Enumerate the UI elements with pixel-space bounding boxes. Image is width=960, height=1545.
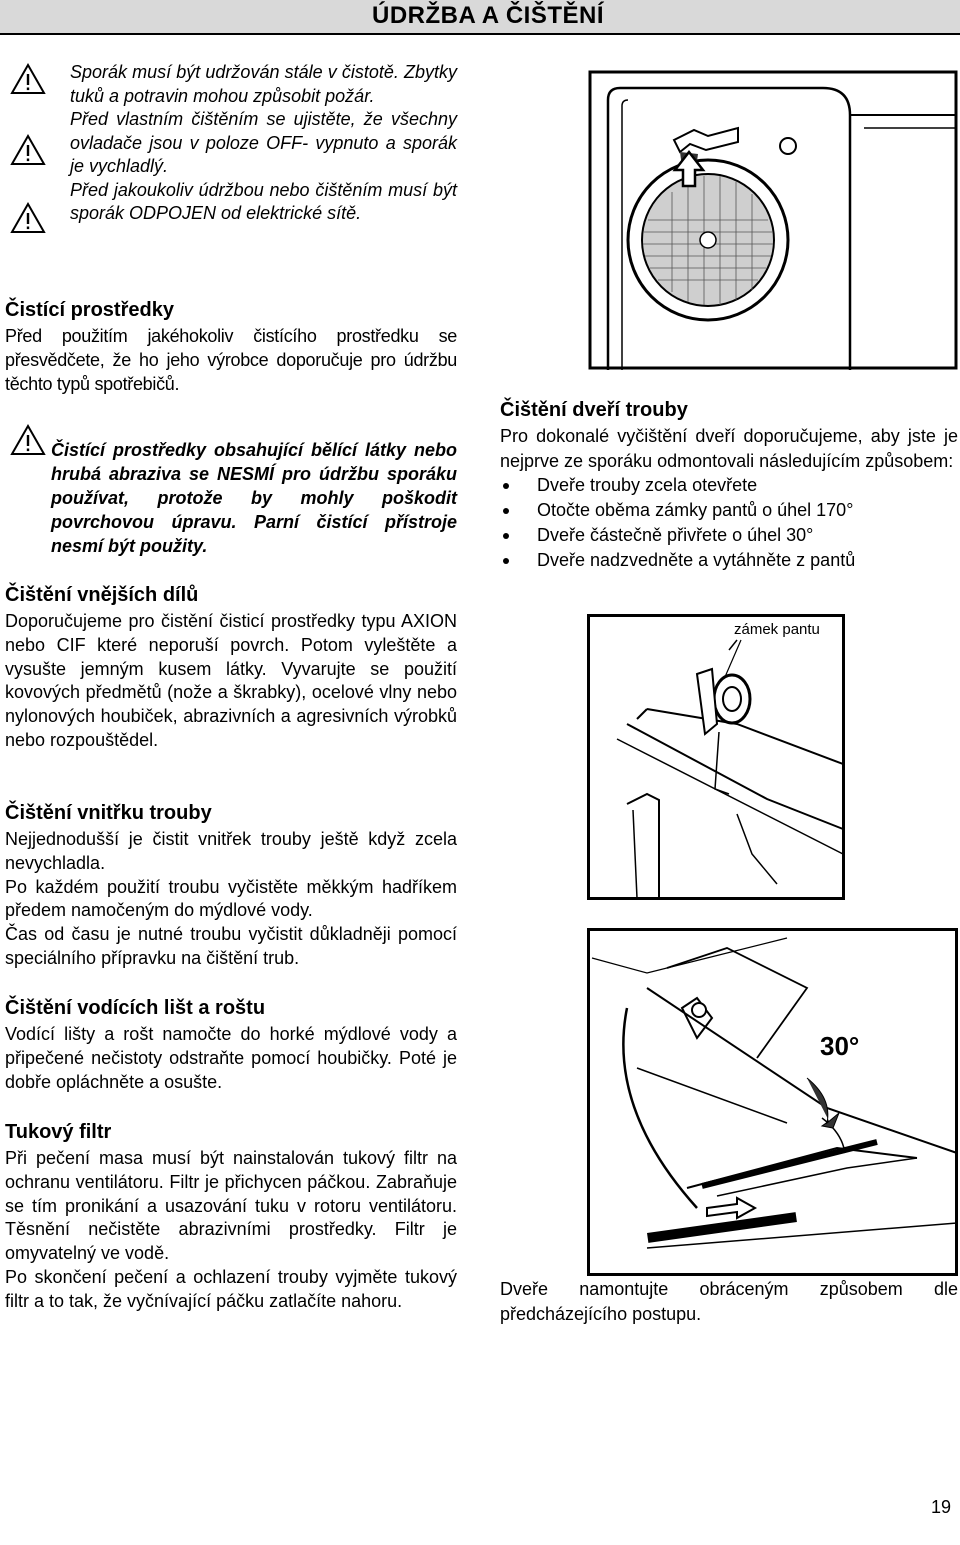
warning-icon [10, 134, 46, 166]
oven-interior-section [5, 801, 457, 971]
section-heading: Čištění vnitřku trouby [5, 802, 212, 824]
list-item: Dveře částečně přivřete o úhel 30° [500, 523, 958, 548]
rails-section [5, 996, 457, 1094]
list-item: Otočte oběma zámky pantů o úhel 170° [500, 498, 958, 523]
section-heading: Čištění vodících lišt a roštu [5, 997, 266, 1019]
warning-icon [10, 63, 46, 95]
warning-text-disconnect: Před jakoukoliv údržbou nebo čištěním musí být sporák ODPOJEN od elektrické sítě. [70, 179, 457, 223]
warning-icon [10, 424, 46, 456]
section-body: Před použitím jakéhokoliv čistícího prostředku se přesvědčete, že ho jeho výrobce doporučuje pro údržbu těchto typů spotřebičů. [5, 326, 457, 394]
section-body: Vodící lišty a rošt namočte do horké mýdlové vody a připečené nečistoty odstraňte pomocí houbičky. Poté je dobře opláchněte a osušte. [5, 1024, 457, 1092]
section-heading: Tukový filtr [5, 1121, 112, 1143]
top-warnings [70, 61, 457, 226]
hinge-lock-illustration [587, 614, 845, 900]
door-removal-steps [500, 473, 958, 573]
grease-filter-illustration [588, 70, 958, 370]
page-title: ÚDRŽBA A ČIŠTĚNÍ [372, 2, 604, 29]
outer-parts-section [5, 583, 457, 753]
section-paragraph: Čas od času je nutné troubu vyčistit důkladněji pomocí speciálního přípravku na čištění trub. [5, 924, 457, 968]
section-paragraph: Nejjednodušší je čistit vnitřek trouby ještě když zcela nevychladla. [5, 829, 457, 873]
section-body: Doporučujeme pro čistění čisticí prostředky typu AXION nebo CIF které neporuší povrch. Potom vyleštěte a vysušte jemným kusem látky. Vyvarujte se použití kovových předmětů (nože a škrabky), ocelové vlny nebo nylonových houbiček, abrazivních a agresivních výrobků nebo rozpouštědel. [5, 611, 457, 750]
section-body: Dveře namontujte obráceným způsobem dle předcházejícího postupu. [500, 1279, 958, 1324]
angle-label: 30° [820, 1031, 860, 1061]
warning-text-clean: Sporák musí být udržován stále v čistotě. Zbytky tuků a potravin mohou způsobit požár. [70, 62, 457, 106]
hinge-lock-label: zámek pantu [734, 621, 820, 638]
section-heading: Čistící prostředky [5, 299, 174, 321]
section-paragraph: Při pečení masa musí být nainstalován tukový filtr na ochranu ventilátoru. Filtr je přichycen páčkou. Zabraňuje se tím pronikání a usazování tuku v rotoru ventilátoru. Těsnění nečistěte abrazivními prostředky. Filtr je omyvatelný ve vodě. [5, 1148, 457, 1264]
grease-filter-section [5, 1120, 457, 1314]
warning-text-abrasives: Čistící prostředky obsahující bělící látky nebo hrubá abraziva se NESMÍ pro údržbu sporáku používat, protože by mohly poškodit povrchovou úpravu. Parní čistící přístroje nesmí být použity. [51, 440, 457, 556]
door-angle-illustration [587, 928, 958, 1276]
section-intro: Pro dokonalé vyčištění dveří doporučujeme, aby jste je nejprve ze sporáku odmontovali následujícím způsobem: [500, 426, 958, 471]
oven-door-section [500, 398, 958, 573]
section-heading: Čištění dveří trouby [500, 399, 688, 421]
cleaning-agents-section [5, 298, 457, 396]
warning-text-controls: Před vlastním čištěním se ujistěte, že všechny ovladače jsou v poloze OFF- vypnuto a sporák je vychladlý. [70, 109, 457, 176]
list-item: Dveře trouby zcela otevřete [500, 473, 958, 498]
section-paragraph: Po skončení pečení a ochlazení trouby vyjměte tukový filtr a to tak, že vyčnívající páčku zatlačíte nahoru. [5, 1266, 457, 1311]
section-heading: Čištění vnějších dílů [5, 584, 199, 606]
section-paragraph: Po každém použití troubu vyčistěte měkkým hadříkem předem namočeným do mýdlové vody. [5, 876, 457, 921]
page-number: 19 [930, 1497, 951, 1517]
list-item: Dveře nadzvedněte a vytáhněte z pantů [500, 548, 958, 573]
cleaning-agents-warning [51, 438, 457, 558]
door-reassembly-note [500, 1277, 958, 1326]
warning-icon [10, 202, 46, 234]
header-divider [0, 33, 960, 35]
